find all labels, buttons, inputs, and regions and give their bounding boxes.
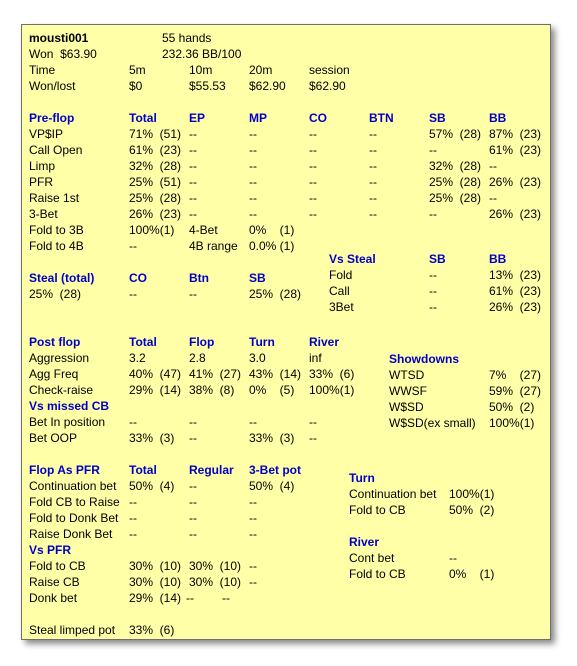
preflop-cell-limp-5: --: [369, 159, 377, 173]
flop-pfr-heading-vs-pfr-0: Vs PFR: [29, 543, 72, 557]
postflop-cell-bet-in-position-4: --: [309, 415, 317, 429]
preflop-cell-limp-6: 32% (28): [429, 159, 482, 173]
preflop-cell-call-open-5: --: [369, 143, 377, 157]
preflop-cell-pfr-1: 25% (51): [129, 175, 182, 189]
flop-pfr-cell-raise-donk-bet-2: --: [189, 527, 197, 541]
steal-cell-25-28-1: --: [129, 287, 137, 301]
preflop-cell-limp-1: 32% (28): [129, 159, 182, 173]
postflop-heading-post-flop-1: Total: [129, 335, 157, 349]
preflop-cell-limp-3: --: [249, 159, 257, 173]
steal-heading-steal-total-1: CO: [129, 271, 147, 285]
flop-pfr-cell-raise-cb-3: --: [249, 575, 257, 589]
header-cell-won-lost-2: $55.53: [189, 79, 226, 93]
header-cell-time-2: 10m: [189, 63, 213, 77]
showdowns-heading-showdowns-0: Showdowns: [389, 352, 459, 366]
flop-pfr-cell-fold-to-cb-1: 30% (10): [129, 559, 182, 573]
flop-pfr-heading-flop-as-pfr-3: 3-Bet pot: [249, 463, 301, 477]
header-cell-won-63-90-1: 232.36 BB/100: [162, 47, 242, 61]
preflop-cell-3-bet-0: 3-Bet: [29, 207, 58, 221]
preflop-cell-limp-7: --: [489, 159, 497, 173]
postflop-cell-aggression-2: 2.8: [189, 351, 206, 365]
flop-pfr-cell-donk-bet-0: Donk bet: [29, 591, 78, 605]
postflop-cell-agg-freq-0: Agg Freq: [29, 367, 79, 381]
postflop-heading-post-flop-4: River: [309, 335, 340, 349]
preflop-cell-3-bet-3: --: [249, 207, 257, 221]
steal-heading-steal-total-2: Btn: [189, 271, 209, 285]
header-cell-time-3: 20m: [249, 63, 273, 77]
steal-cell-25-28-2: --: [189, 287, 197, 301]
flop-pfr-cell-donk-bet-1: 29% (14): [129, 591, 182, 605]
showdowns-cell-w-sd-ex-small-0: W$SD(ex small): [389, 416, 476, 430]
turn-cell-continuation-bet-1: 100%(1): [449, 487, 495, 501]
flop-pfr-cell-donk-bet-3: --: [222, 591, 230, 605]
turn-cell-fold-to-cb-0: Fold to CB: [349, 503, 406, 517]
preflop-cell-vp-ip-3: --: [249, 127, 257, 141]
vs-steal-heading-vs-steal-1: SB: [429, 252, 446, 266]
steal-cell-25-28-3: 25% (28): [249, 287, 302, 301]
preflop-cell-vp-ip-1: 71% (51): [129, 127, 182, 141]
postflop-cell-bet-oop-1: 33% (3): [129, 431, 175, 445]
postflop-cell-bet-in-position-0: Bet In position: [29, 415, 106, 429]
preflop-cell-vp-ip-6: 57% (28): [429, 127, 482, 141]
flop-pfr-cell-raise-donk-bet-0: Raise Donk Bet: [29, 527, 113, 541]
preflop-cell-fold-to-4b-3: 0.0% (1): [249, 239, 295, 253]
preflop-cell-limp-2: --: [189, 159, 197, 173]
header-cell-mousti001-1: 55 hands: [162, 31, 212, 45]
flop-pfr-heading-flop-as-pfr-0: Flop As PFR: [29, 463, 100, 477]
vs-steal-cell-call-1: --: [429, 284, 437, 298]
preflop-cell-call-open-7: 61% (23): [489, 143, 542, 157]
header-cell-time-0: Time: [29, 63, 56, 77]
vs-steal-cell-fold-1: --: [429, 268, 437, 282]
hud-stats-panel: [21, 24, 551, 640]
header-cell-time-1: 5m: [129, 63, 146, 77]
vs-steal-cell-call-0: Call: [329, 284, 350, 298]
showdowns-cell-w-sd-0: W$SD: [389, 400, 424, 414]
preflop-cell-call-open-0: Call Open: [29, 143, 83, 157]
vs-steal-cell-3bet-1: --: [429, 300, 437, 314]
flop-pfr-cell-fold-cb-to-raise-2: --: [189, 495, 197, 509]
preflop-cell-3-bet-7: 26% (23): [489, 207, 542, 221]
postflop-heading-post-flop-0: Post flop: [29, 335, 81, 349]
flop-pfr-heading-flop-as-pfr-1: Total: [129, 463, 157, 477]
flop-pfr-cell-raise-donk-bet-3: --: [249, 527, 257, 541]
flop-pfr-cell-donk-bet-2: --: [186, 591, 194, 605]
preflop-cell-pfr-7: 26% (23): [489, 175, 542, 189]
preflop-cell-vp-ip-4: --: [309, 127, 317, 141]
postflop-cell-agg-freq-4: 33% (6): [309, 367, 355, 381]
steal-heading-steal-total-3: SB: [249, 271, 266, 285]
header-cell-won-lost-0: Won/lost: [29, 79, 76, 93]
preflop-heading-pre-flop-2: EP: [189, 111, 206, 125]
preflop-cell-pfr-6: 25% (28): [429, 175, 482, 189]
header-cell-won-lost-3: $62.90: [249, 79, 286, 93]
postflop-heading-vs-missed-cb-0: Vs missed CB: [29, 399, 110, 413]
postflop-cell-agg-freq-2: 41% (27): [189, 367, 242, 381]
preflop-heading-pre-flop-3: MP: [249, 111, 267, 125]
preflop-heading-pre-flop-0: Pre-flop: [29, 111, 75, 125]
flop-pfr-cell-raise-donk-bet-1: --: [129, 527, 137, 541]
postflop-cell-bet-in-position-1: --: [129, 415, 137, 429]
preflop-cell-3-bet-2: --: [189, 207, 197, 221]
showdowns-cell-wwsf-0: WWSF: [389, 384, 427, 398]
flop-pfr-cell-fold-cb-to-raise-3: --: [249, 495, 257, 509]
preflop-cell-3-bet-4: --: [309, 207, 317, 221]
preflop-cell-call-open-3: --: [249, 143, 257, 157]
header-cell-won-lost-1: $0: [129, 79, 143, 93]
preflop-cell-fold-to-3b-3: 0% (1): [249, 223, 295, 237]
flop-pfr-cell-continuation-bet-0: Continuation bet: [29, 479, 117, 493]
header-cell-time-4: session: [309, 63, 350, 77]
preflop-heading-pre-flop-6: SB: [429, 111, 446, 125]
preflop-heading-pre-flop-7: BB: [489, 111, 507, 125]
preflop-heading-pre-flop-5: BTN: [369, 111, 394, 125]
flop-pfr-cell-fold-to-donk-bet-2: --: [189, 511, 197, 525]
preflop-cell-fold-to-4b-0: Fold to 4B: [29, 239, 84, 253]
showdowns-cell-wtsd-1: 7% (27): [489, 368, 542, 382]
showdowns-cell-w-sd-ex-small-1: 100%(1): [489, 416, 535, 430]
postflop-cell-bet-oop-3: 33% (3): [249, 431, 295, 445]
vs-steal-cell-3bet-2: 26% (23): [489, 300, 542, 314]
preflop-cell-fold-to-4b-2: 4B range: [189, 239, 238, 253]
vs-steal-cell-fold-2: 13% (23): [489, 268, 542, 282]
preflop-cell-raise-1st-4: --: [309, 191, 317, 205]
preflop-cell-raise-1st-5: --: [369, 191, 377, 205]
vs-steal-heading-vs-steal-2: BB: [489, 252, 507, 266]
preflop-cell-pfr-0: PFR: [29, 175, 53, 189]
vs-steal-heading-vs-steal-0: Vs Steal: [329, 252, 376, 266]
postflop-cell-aggression-1: 3.2: [129, 351, 146, 365]
postflop-cell-aggression-4: inf: [309, 351, 322, 365]
flop-pfr-heading-flop-as-pfr-2: Regular: [189, 463, 234, 477]
flop-pfr-cell-fold-to-cb-0: Fold to CB: [29, 559, 86, 573]
preflop-cell-fold-to-3b-2: 4-Bet: [189, 223, 218, 237]
river-cell-fold-to-cb-1: 0% (1): [449, 567, 495, 581]
postflop-cell-agg-freq-1: 40% (47): [129, 367, 182, 381]
flop-pfr-cell-fold-to-cb-2: 30% (10): [189, 559, 242, 573]
preflop-cell-3-bet-6: --: [429, 207, 437, 221]
postflop-cell-aggression-0: Aggression: [29, 351, 90, 365]
preflop-cell-vp-ip-7: 87% (23): [489, 127, 542, 141]
preflop-cell-limp-4: --: [309, 159, 317, 173]
steal-limped-cell-steal-limped-pot-1: 33% (6): [129, 623, 175, 637]
flop-pfr-cell-fold-cb-to-raise-1: --: [129, 495, 137, 509]
flop-pfr-cell-raise-cb-0: Raise CB: [29, 575, 80, 589]
preflop-cell-call-open-2: --: [189, 143, 197, 157]
preflop-cell-pfr-3: --: [249, 175, 257, 189]
header-cell-won-63-90-0: Won $63.90: [29, 47, 97, 61]
flop-pfr-cell-fold-to-donk-bet-0: Fold to Donk Bet: [29, 511, 119, 525]
preflop-cell-call-open-4: --: [309, 143, 317, 157]
postflop-cell-bet-oop-2: --: [189, 431, 197, 445]
preflop-cell-3-bet-1: 26% (23): [129, 207, 182, 221]
river-cell-cont-bet-0: Cont bet: [349, 551, 395, 565]
showdowns-cell-wtsd-0: WTSD: [389, 368, 425, 382]
preflop-cell-fold-to-4b-1: --: [129, 239, 137, 253]
preflop-cell-3-bet-5: --: [369, 207, 377, 221]
flop-pfr-cell-fold-to-cb-3: --: [249, 559, 257, 573]
preflop-heading-pre-flop-1: Total: [129, 111, 157, 125]
postflop-cell-bet-oop-0: Bet OOP: [29, 431, 78, 445]
river-cell-fold-to-cb-0: Fold to CB: [349, 567, 406, 581]
vs-steal-cell-fold-0: Fold: [329, 268, 353, 282]
preflop-cell-raise-1st-3: --: [249, 191, 257, 205]
postflop-cell-agg-freq-3: 43% (14): [249, 367, 302, 381]
postflop-cell-bet-in-position-3: --: [249, 415, 257, 429]
preflop-cell-call-open-6: --: [429, 143, 437, 157]
vs-steal-cell-3bet-0: 3Bet: [329, 300, 354, 314]
postflop-heading-post-flop-2: Flop: [189, 335, 215, 349]
flop-pfr-cell-raise-cb-1: 30% (10): [129, 575, 182, 589]
preflop-heading-pre-flop-4: CO: [309, 111, 327, 125]
steal-heading-steal-total-0: Steal (total): [29, 271, 95, 285]
postflop-cell-bet-oop-4: --: [309, 431, 317, 445]
turn-cell-fold-to-cb-1: 50% (2): [449, 503, 495, 517]
preflop-cell-limp-0: Limp: [29, 159, 56, 173]
preflop-cell-raise-1st-2: --: [189, 191, 197, 205]
turn-cell-continuation-bet-0: Continuation bet: [349, 487, 437, 501]
flop-pfr-cell-continuation-bet-3: 50% (4): [249, 479, 295, 493]
preflop-cell-vp-ip-2: --: [189, 127, 197, 141]
postflop-cell-check-raise-2: 38% (8): [189, 383, 235, 397]
flop-pfr-cell-fold-to-donk-bet-3: --: [249, 511, 257, 525]
postflop-cell-bet-in-position-2: --: [189, 415, 197, 429]
steal-limped-cell-steal-limped-pot-0: Steal limped pot: [29, 623, 116, 637]
flop-pfr-cell-raise-cb-2: 30% (10): [189, 575, 242, 589]
preflop-cell-fold-to-3b-1: 100%(1): [129, 223, 175, 237]
header-cell-mousti001-0: mousti001: [29, 31, 89, 45]
preflop-cell-vp-ip-0: VP$IP: [29, 127, 64, 141]
postflop-cell-check-raise-1: 29% (14): [129, 383, 182, 397]
preflop-cell-vp-ip-5: --: [369, 127, 377, 141]
flop-pfr-cell-fold-cb-to-raise-0: Fold CB to Raise: [29, 495, 120, 509]
preflop-cell-raise-1st-1: 25% (28): [129, 191, 182, 205]
preflop-cell-call-open-1: 61% (23): [129, 143, 182, 157]
postflop-cell-check-raise-4: 100%(1): [309, 383, 355, 397]
vs-steal-cell-call-2: 61% (23): [489, 284, 542, 298]
river-cell-cont-bet-1: --: [449, 551, 457, 565]
preflop-cell-raise-1st-6: 25% (28): [429, 191, 482, 205]
showdowns-cell-w-sd-1: 50% (2): [489, 400, 535, 414]
steal-cell-25-28-0: 25% (28): [29, 287, 82, 301]
turn-heading-turn-0: Turn: [349, 471, 375, 485]
flop-pfr-cell-fold-to-donk-bet-1: --: [129, 511, 137, 525]
preflop-cell-pfr-4: --: [309, 175, 317, 189]
preflop-cell-pfr-5: --: [369, 175, 377, 189]
river-heading-river-0: River: [349, 535, 380, 549]
preflop-cell-fold-to-3b-0: Fold to 3B: [29, 223, 84, 237]
preflop-cell-raise-1st-0: Raise 1st: [29, 191, 80, 205]
preflop-cell-pfr-2: --: [189, 175, 197, 189]
postflop-cell-aggression-3: 3.0: [249, 351, 266, 365]
flop-pfr-cell-continuation-bet-2: --: [189, 479, 197, 493]
postflop-heading-post-flop-3: Turn: [249, 335, 275, 349]
preflop-cell-raise-1st-7: --: [489, 191, 497, 205]
postflop-cell-check-raise-0: Check-raise: [29, 383, 94, 397]
showdowns-cell-wwsf-1: 59% (27): [489, 384, 542, 398]
flop-pfr-cell-continuation-bet-1: 50% (4): [129, 479, 175, 493]
header-cell-won-lost-4: $62.90: [309, 79, 346, 93]
postflop-cell-check-raise-3: 0% (5): [249, 383, 295, 397]
